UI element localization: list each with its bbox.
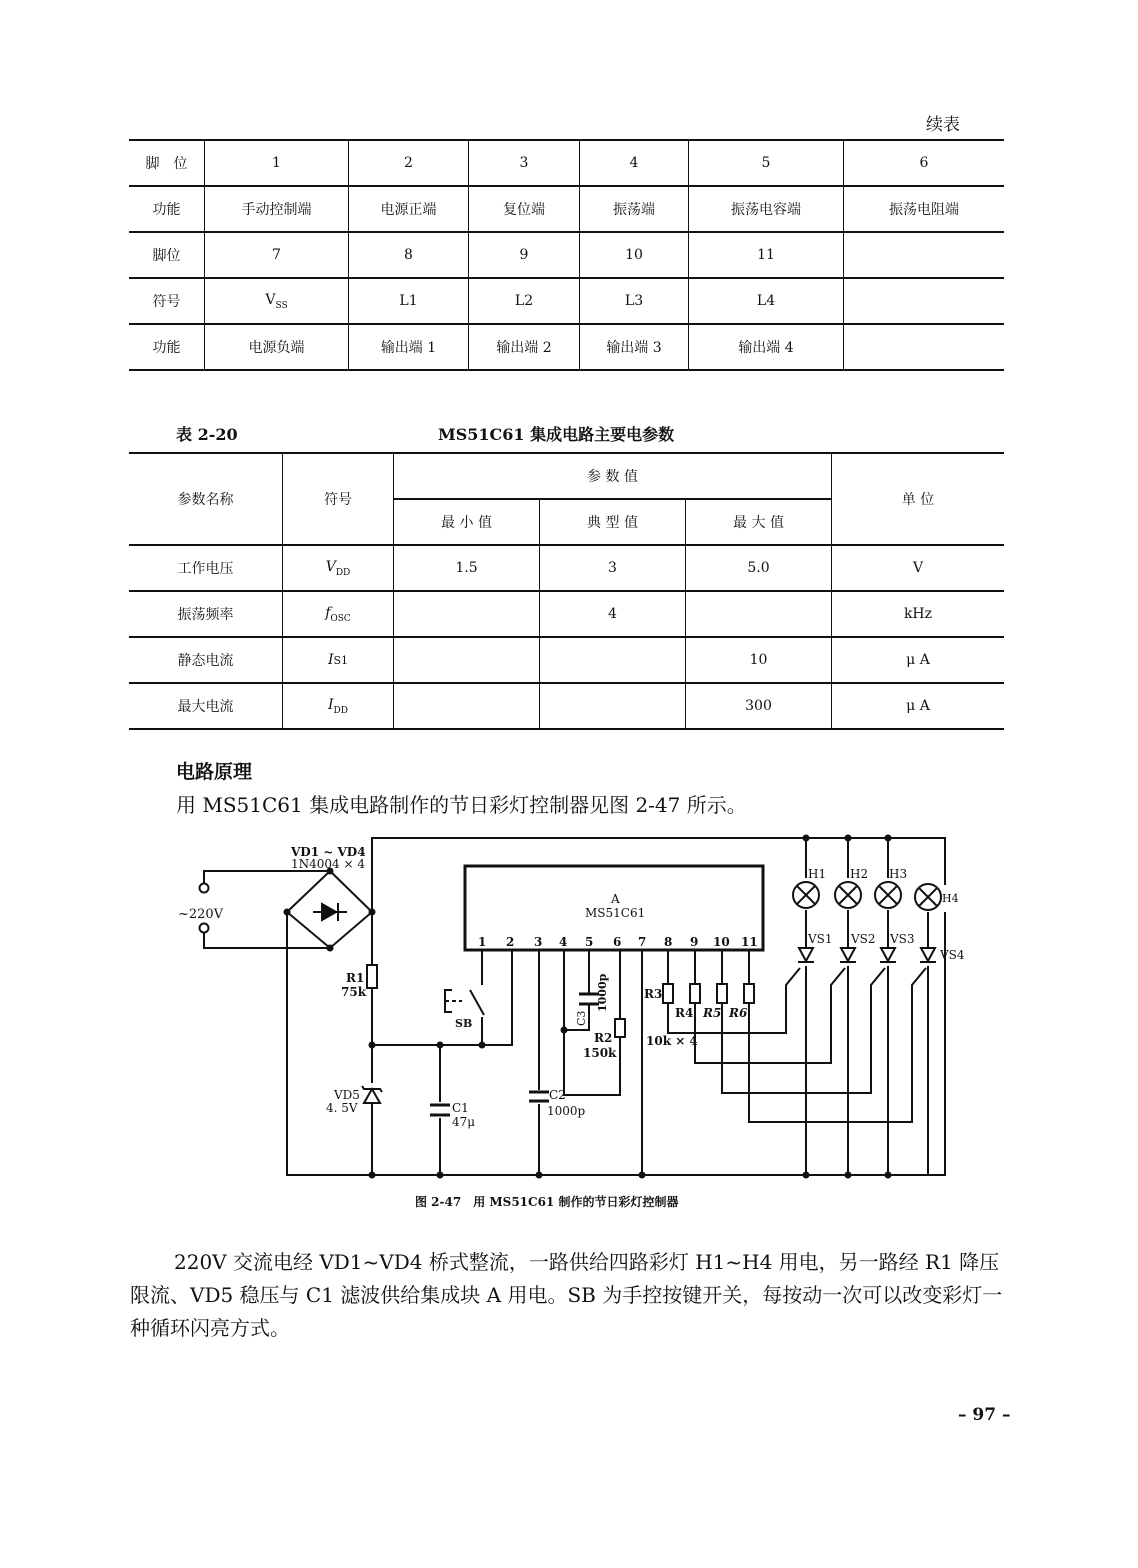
header-min: 最 小 值 [394,499,540,545]
section-heading: 电路原理 [176,761,253,783]
ac-voltage-label: ~220V [178,907,224,922]
continued-table-label: 续表 [926,115,960,135]
ic-name: A [611,892,620,906]
table-cell: 振荡电容端 [689,186,844,232]
pin-label: 6 [613,935,622,949]
table-cell: 5 [689,140,844,186]
c2-value: 1000p [547,1104,586,1118]
resistor-r4-icon [690,984,700,1003]
table-cell: 7 [205,232,349,278]
lamp-icon [875,882,901,908]
pin-label: 8 [664,935,673,949]
param-name: 工作电压 [129,545,283,591]
pin-label: 4 [559,935,568,949]
table-cell: 输出端 2 [469,324,580,370]
thyristor-label: VS1 [808,932,833,946]
symbol-subscript: S1 [333,654,349,667]
r2-label: R2 [594,1031,613,1045]
symbol-main: V [325,558,336,575]
pin-label: 7 [638,935,647,949]
r1-value: 75k [341,985,367,999]
table-cell: 9 [469,232,580,278]
pin-label: 10 [713,935,730,949]
table-cell: L1 [349,278,469,324]
row-header: 功能 [129,186,205,232]
lamp-label: H2 [850,867,869,881]
table-cell: L4 [689,278,844,324]
symbol-subscript: DD [333,705,348,716]
page-number: – 97 – [958,1405,1011,1425]
param-max: 5.0 [686,545,832,591]
table-cell: 振荡电阻端 [844,186,1005,232]
section-intro: 用 MS51C61 集成电路制作的节日彩灯控制器见图 2-47 所示。 [176,793,747,817]
resistor-r3-icon [663,984,673,1003]
param-name: 静态电流 [129,637,283,683]
param-name: 振荡频率 [129,591,283,637]
param-name: 最大电流 [177,699,234,715]
symbol-subscript: SS [275,300,288,311]
pin-label: 9 [690,935,699,949]
param-unit: μ A [832,683,1005,729]
junction-dots [284,835,892,1179]
row-header: 功能 [152,340,181,356]
table-cell: 2 [349,140,469,186]
table-cell: 复位端 [469,186,580,232]
symbol-main: f [325,604,331,621]
table-cell: 输出端 3 [580,324,689,370]
table-cell: 电源负端 [205,324,349,370]
thyristor-label: VS3 [890,932,915,946]
c3-label: C3 [575,1010,588,1026]
table-cell: 电源正端 [349,186,469,232]
r5-label: R5 [703,1006,722,1020]
table-cell: 手动控制端 [205,186,349,232]
table-cell: 输出端 1 [349,324,469,370]
c1-value: 47μ [452,1115,476,1129]
ac-terminal [200,884,209,893]
wires [204,838,945,1175]
header-symbol: 符号 [283,453,394,545]
vd5-value: 4. 5V [326,1101,358,1115]
bridge-rectifier-icon [287,871,372,948]
bridge-label: VD1 ~ VD4 [291,845,366,859]
r2-value: 150k [583,1046,617,1060]
row-header: 脚 位 [129,140,205,186]
capacitor-c2-icon [529,1092,549,1101]
ic-pin-labels [478,935,758,949]
bridge-part: 1N4004 × 4 [291,857,365,871]
param-min: 1.5 [394,545,540,591]
symbol-main: I [328,696,334,713]
sb-label: SB [455,1017,473,1030]
capacitor-c1-icon [430,1105,450,1115]
table-cell: 振荡端 [580,186,689,232]
table-title: MS51C61 集成电路主要电参数 [438,425,675,444]
param-unit: V [832,545,1005,591]
c3-value: 1000p [596,973,609,1012]
header-typ: 典 型 值 [540,499,686,545]
table-cell: 8 [349,232,469,278]
symbol-subscript: DD [335,567,351,578]
param-typ: 3 [540,545,686,591]
param-max: 10 [686,637,832,683]
thyristor-icon [880,948,896,962]
ac-terminal [200,924,209,933]
figure-caption: 图 2-47 用 MS51C61 制作的节日彩灯控制器 [415,1195,679,1209]
vd5-label: VD5 [334,1088,360,1102]
resistor-r1-icon [367,965,377,988]
header-param-value: 参 数 值 [394,453,832,499]
ic-part: MS51C61 [585,906,646,920]
param-unit: kHz [832,591,1005,637]
lamp-label: H3 [889,867,908,881]
r6-label: R6 [729,1006,748,1020]
zener-diode-icon [362,1086,382,1103]
table-cell: L2 [469,278,580,324]
pin-label: 11 [741,935,758,949]
row-header: 脚位 [129,232,205,278]
header-param-name: 参数名称 [129,453,283,545]
lamp-icon [915,884,941,910]
resistor-group-value: 10k × 4 [646,1034,698,1048]
table-cell: 4 [580,140,689,186]
r4-label: R4 [675,1006,694,1020]
r1-label: R1 [346,971,365,985]
lamp-icon [793,882,819,908]
table-number: 表 2-20 [176,425,238,444]
row-header: 符号 [129,278,205,324]
table-cell: 11 [689,232,844,278]
c2-label: C2 [549,1088,566,1102]
table-cell: 1 [205,140,349,186]
pin-label: 2 [506,935,515,949]
resistor-r5-icon [717,984,727,1003]
thyristor-icon [920,948,936,962]
thyristor-icon [798,948,814,962]
pin-label: 1 [478,935,487,949]
thyristor-icon [840,948,856,962]
paragraph-text: 220V 交流电经 VD1~VD4 桥式整流，一路供给四路彩灯 H1~H4 用电，另一路经 R1 降压限流、VD5 稳压与 C1 滤波供给集成块 A 用电。SB 为手控按键开关，每按动一次可以改变彩灯一种循环闪亮方式。 [130,1250,1003,1340]
symbol-subscript: OSC [330,613,351,624]
resistor-r6-icon [744,984,754,1003]
r3-label: R3 [644,987,663,1001]
thyristor-label: VS2 [851,932,876,946]
param-unit: μ A [832,637,1005,683]
pin-label: 3 [534,935,543,949]
lamp-icon [835,882,861,908]
pin-label: 5 [585,935,594,949]
thyristor-label: VS4 [940,948,965,962]
body-paragraph [130,1246,1006,1345]
table-cell: 6 [844,140,1005,186]
c1-label: C1 [452,1101,469,1115]
symbol-main: V [265,291,276,308]
param-typ: 4 [540,591,686,637]
table-cell: 10 [580,232,689,278]
table-cell: 输出端 4 [689,324,844,370]
lamp-label: H1 [808,867,827,881]
lamp-label: H4 [942,892,959,905]
table-cell: 3 [469,140,580,186]
table-cell: L3 [580,278,689,324]
header-unit: 单 位 [832,453,1005,545]
header-max: 最 大 值 [686,499,832,545]
symbol-main: I [327,652,334,668]
push-switch-icon [445,990,484,1015]
resistor-r2-icon [615,1019,625,1037]
param-max: 300 [686,683,832,729]
